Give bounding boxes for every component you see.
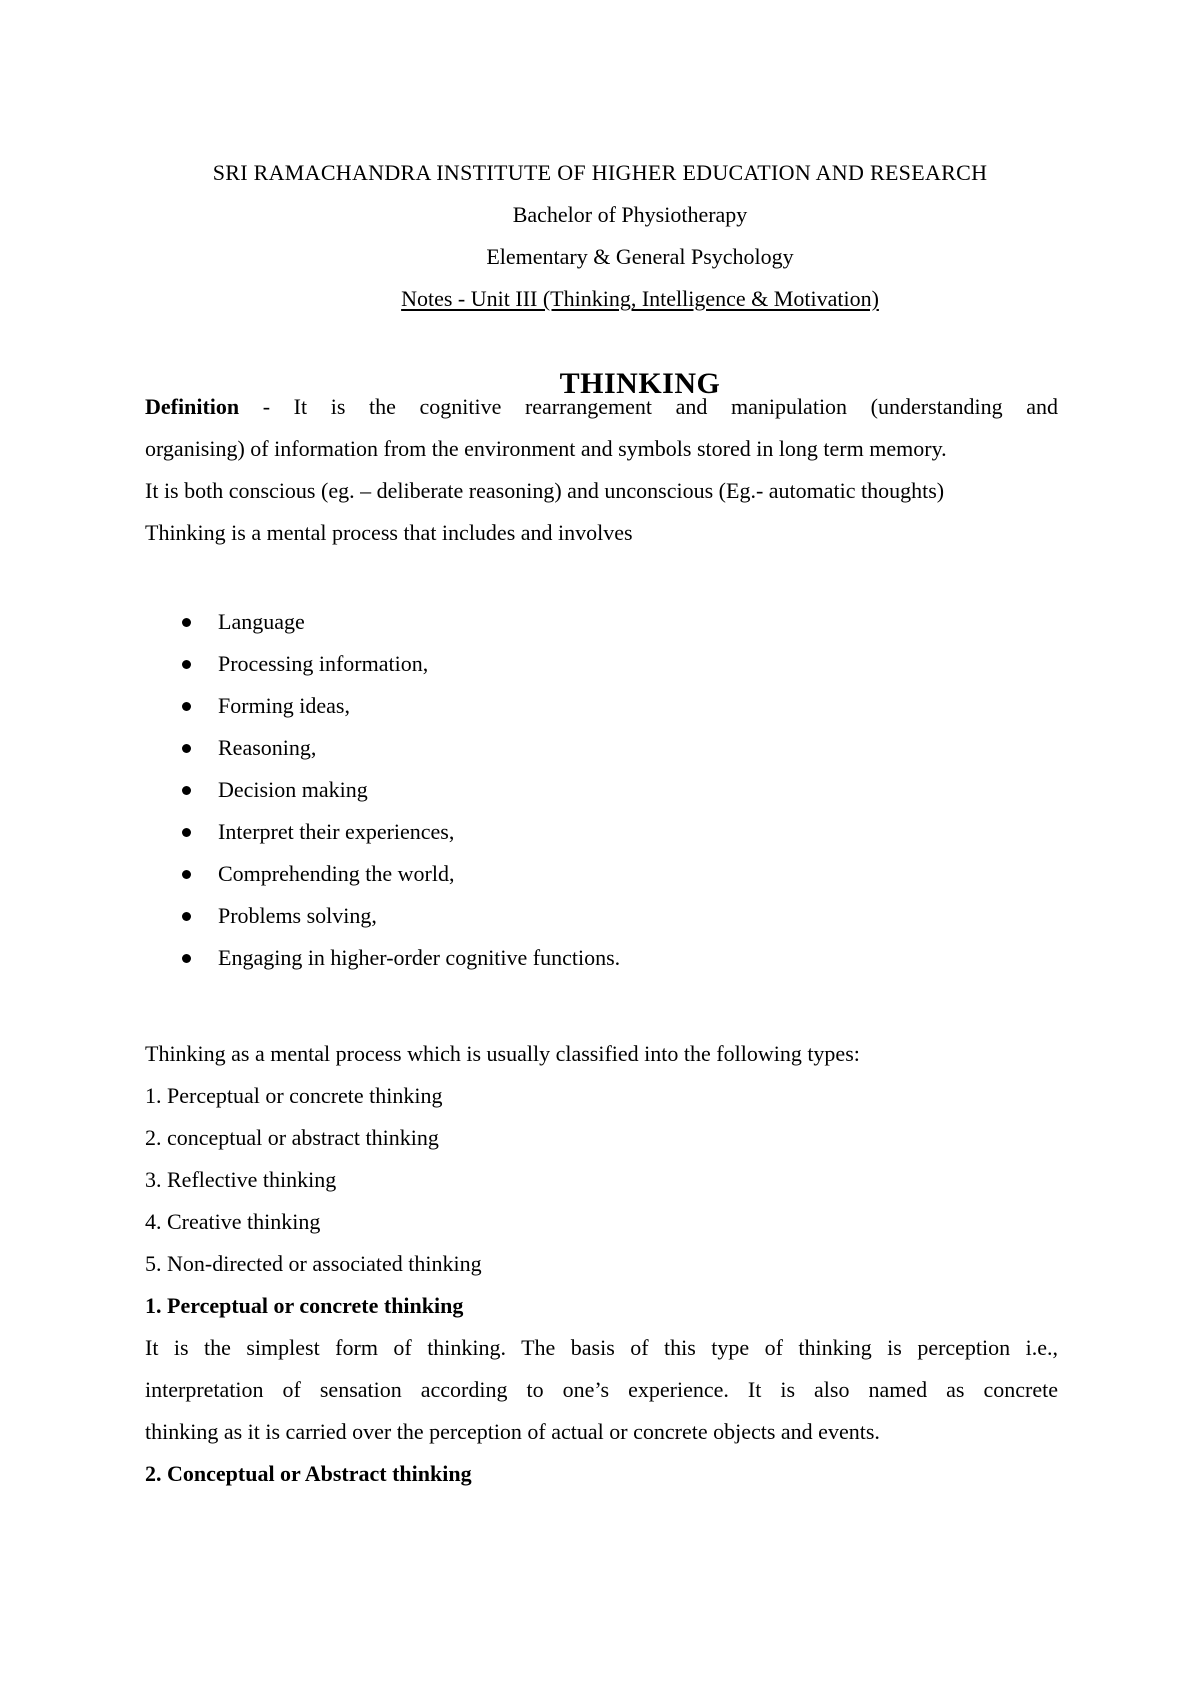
- type-item: 4. Creative thinking: [145, 1209, 321, 1234]
- bullet-icon: [182, 954, 191, 963]
- list-item: Processing information,: [145, 643, 620, 685]
- type-item: 5. Non-directed or associated thinking: [145, 1251, 482, 1276]
- type-item: 3. Reflective thinking: [145, 1167, 337, 1192]
- perceptual-line-2: interpretation of sensation according to one’s experience. It is also named as concrete: [145, 1377, 1058, 1402]
- definition-line-2: organising) of information from the environment and symbols stored in long term memory.: [145, 436, 947, 461]
- perceptual-line-3: thinking as it is carried over the perception of actual or concrete objects and events.: [145, 1419, 880, 1444]
- list-item: Forming ideas,: [145, 685, 620, 727]
- section-title: THINKING: [559, 367, 721, 400]
- definition-line-1: [145, 386, 1058, 428]
- bullet-icon: [182, 870, 191, 879]
- list-item: Engaging in higher-order cognitive functions.: [145, 937, 620, 979]
- bullet-icon: [182, 828, 191, 837]
- list-item: Reasoning,: [145, 727, 620, 769]
- bullet-icon: [182, 660, 191, 669]
- institution-name: SRI RAMACHANDRA INSTITUTE OF HIGHER EDUCATION AND RESEARCH: [212, 160, 988, 185]
- list-item: Language: [145, 601, 620, 643]
- subject-name: Elementary & General Psychology: [486, 244, 794, 269]
- conceptual-heading: 2. Conceptual or Abstract thinking: [145, 1461, 472, 1486]
- definition-label: Definition: [145, 394, 240, 419]
- list-item: Interpret their experiences,: [145, 811, 620, 853]
- list-item: Decision making: [145, 769, 620, 811]
- definition-line-1-text: - It is the cognitive rearrangement and manipulation (understanding and: [239, 394, 1058, 419]
- type-item: 1. Perceptual or concrete thinking: [145, 1083, 443, 1108]
- definition-paragraph: [145, 386, 1058, 554]
- bullet-icon: [182, 702, 191, 711]
- degree-name: Bachelor of Physiotherapy: [512, 202, 748, 227]
- definition-line-4: Thinking is a mental process that includes and involves: [145, 520, 633, 545]
- bullet-icon: [182, 912, 191, 921]
- perceptual-line-1: It is the simplest form of thinking. The basis of this type of thinking is perception i.e.,: [145, 1335, 1058, 1360]
- types-intro: Thinking as a mental process which is usually classified into the following types:: [145, 1041, 860, 1066]
- bullet-icon: [182, 786, 191, 795]
- involves-list: [145, 601, 620, 979]
- bullet-icon: [182, 618, 191, 627]
- type-item: 2. conceptual or abstract thinking: [145, 1125, 439, 1150]
- perceptual-heading: 1. Perceptual or concrete thinking: [145, 1293, 464, 1318]
- definition-line-3: It is both conscious (eg. – deliberate reasoning) and unconscious (Eg.- automatic thoughts): [145, 478, 945, 503]
- list-item: Problems solving,: [145, 895, 620, 937]
- list-item: Comprehending the world,: [145, 853, 620, 895]
- bullet-icon: [182, 744, 191, 753]
- types-section: [145, 1033, 1058, 1495]
- notes-title: Notes - Unit III (Thinking, Intelligence & Motivation): [401, 286, 879, 311]
